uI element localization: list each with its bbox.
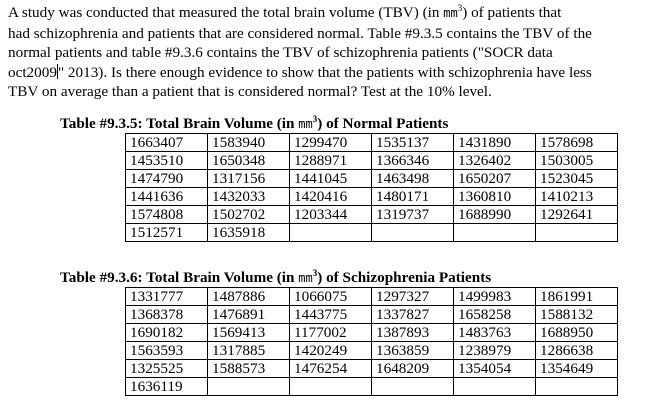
table-cell: 1487886: [208, 288, 290, 306]
table-cell: 1288971: [290, 152, 372, 170]
problem-text: oct2009: [8, 63, 57, 81]
table-cell: 1512571: [126, 224, 208, 242]
table-cell: 1443775: [290, 306, 372, 324]
table-cell: 1292641: [536, 206, 618, 224]
table-cell: 1476891: [208, 306, 290, 324]
table-cell: 1319737: [372, 206, 454, 224]
table-cell: 1690182: [126, 324, 208, 342]
table-cell: 1431890: [454, 134, 536, 152]
unit-label: mm: [298, 117, 313, 131]
problem-line-5: TBV on average than a patient that is considered normal? Test at the 10% level.: [8, 82, 492, 100]
table-cell: 1476254: [290, 360, 372, 378]
table-cell: [208, 378, 290, 396]
table-cell: 1337827: [372, 306, 454, 324]
table-cell: 1588132: [536, 306, 618, 324]
table-cell: 1650207: [454, 170, 536, 188]
table-cell: 1297327: [372, 288, 454, 306]
caption-text: ) of Schizophrenia Patients: [317, 269, 492, 286]
table-row: [126, 170, 618, 188]
table-cell: 1453510: [126, 152, 208, 170]
unit-exponent: 3: [457, 3, 463, 13]
table-cell: 1636119: [126, 378, 208, 396]
caption-text: ) of Normal Patients: [317, 115, 449, 132]
table-row: [126, 306, 618, 324]
table-cell: 1502702: [208, 206, 290, 224]
problem-line-2: had schizophrenia and patients that are considered normal. Table #9.3.5 contains the TBV of the: [8, 25, 592, 43]
table-cell: 1368378: [126, 306, 208, 324]
table-cell: 1474790: [126, 170, 208, 188]
table-cell: 1317156: [208, 170, 290, 188]
table-row: [126, 188, 618, 206]
table-row: [126, 342, 618, 360]
table-cell: [454, 224, 536, 242]
problem-line-3: normal patients and table #9.3.6 contains the TBV of schizophrenia patients ("SOCR data: [8, 44, 553, 62]
unit-exponent: 3: [312, 114, 318, 124]
table-row: [126, 324, 618, 342]
table-cell: [290, 378, 372, 396]
unit-label: mm: [298, 271, 313, 285]
table-cell: 1325525: [126, 360, 208, 378]
problem-text: " 2013). Is there enough evidence to show that the patients with schizophrenia have less: [57, 63, 592, 81]
table-cell: 1299470: [290, 134, 372, 152]
table-row: [126, 378, 618, 396]
table-cell: 1688950: [536, 324, 618, 342]
unit-label: mm: [443, 6, 458, 20]
table-cell: 1441636: [126, 188, 208, 206]
caption-text: Table #9.3.6: Total Brain Volume (in: [60, 269, 299, 286]
table-cell: 1658258: [454, 306, 536, 324]
table-cell: 1574808: [126, 206, 208, 224]
table-cell: 1238979: [454, 342, 536, 360]
table-cell: 1354649: [536, 360, 618, 378]
problem-text: A study was conducted that measured the total brain volume (TBV) (in: [8, 4, 444, 21]
table-row: [126, 360, 618, 378]
table-cell: 1420416: [290, 188, 372, 206]
table-cell: 1650348: [208, 152, 290, 170]
table-cell: 1588573: [208, 360, 290, 378]
table-cell: 1635918: [208, 224, 290, 242]
table-row: [126, 152, 618, 170]
table-cell: 1648209: [372, 360, 454, 378]
table-cell: 1354054: [454, 360, 536, 378]
problem-line-1: [8, 3, 653, 24]
table-cell: 1410213: [536, 188, 618, 206]
table-cell: 1463498: [372, 170, 454, 188]
problem-text: ) of patients that: [462, 4, 562, 21]
table-cell: 1441045: [290, 170, 372, 188]
table-cell: 1523045: [536, 170, 618, 188]
table-cell: 1569413: [208, 324, 290, 342]
table-cell: [372, 224, 454, 242]
normal-patients-table: [125, 133, 618, 242]
problem-paragraph: [8, 3, 653, 101]
problem-line-4: [8, 63, 653, 82]
table-cell: [536, 378, 618, 396]
table-cell: 1432033: [208, 188, 290, 206]
table-cell: 1177002: [290, 324, 372, 342]
table-cell: 1578698: [536, 134, 618, 152]
schizophrenia-patients-table: [125, 287, 618, 396]
table-row: [126, 134, 618, 152]
table-cell: 1420249: [290, 342, 372, 360]
table-cell: 1363859: [372, 342, 454, 360]
table-cell: 1366346: [372, 152, 454, 170]
table-cell: 1066075: [290, 288, 372, 306]
table-caption-schizophrenia: [60, 269, 491, 288]
table-caption-normal: [60, 115, 448, 134]
table-cell: 1203344: [290, 206, 372, 224]
table-cell: 1326402: [454, 152, 536, 170]
table-row: [126, 206, 618, 224]
table-cell: [536, 224, 618, 242]
table-cell: 1663407: [126, 134, 208, 152]
unit-exponent: 3: [312, 268, 318, 278]
table-cell: 1499983: [454, 288, 536, 306]
table-cell: [372, 378, 454, 396]
table-cell: 1317885: [208, 342, 290, 360]
table-row: [126, 288, 618, 306]
table-cell: 1535137: [372, 134, 454, 152]
table-cell: 1583940: [208, 134, 290, 152]
table-row: [126, 224, 618, 242]
table-cell: 1360810: [454, 188, 536, 206]
table-cell: 1861991: [536, 288, 618, 306]
table-cell: 1483763: [454, 324, 536, 342]
table-cell: [454, 378, 536, 396]
table-cell: 1688990: [454, 206, 536, 224]
table-cell: [290, 224, 372, 242]
table-cell: 1480171: [372, 188, 454, 206]
table-cell: 1563593: [126, 342, 208, 360]
table-cell: 1286638: [536, 342, 618, 360]
table-cell: 1387893: [372, 324, 454, 342]
table-cell: 1503005: [536, 152, 618, 170]
caption-text: Table #9.3.5: Total Brain Volume (in: [60, 115, 299, 132]
table-cell: 1331777: [126, 288, 208, 306]
